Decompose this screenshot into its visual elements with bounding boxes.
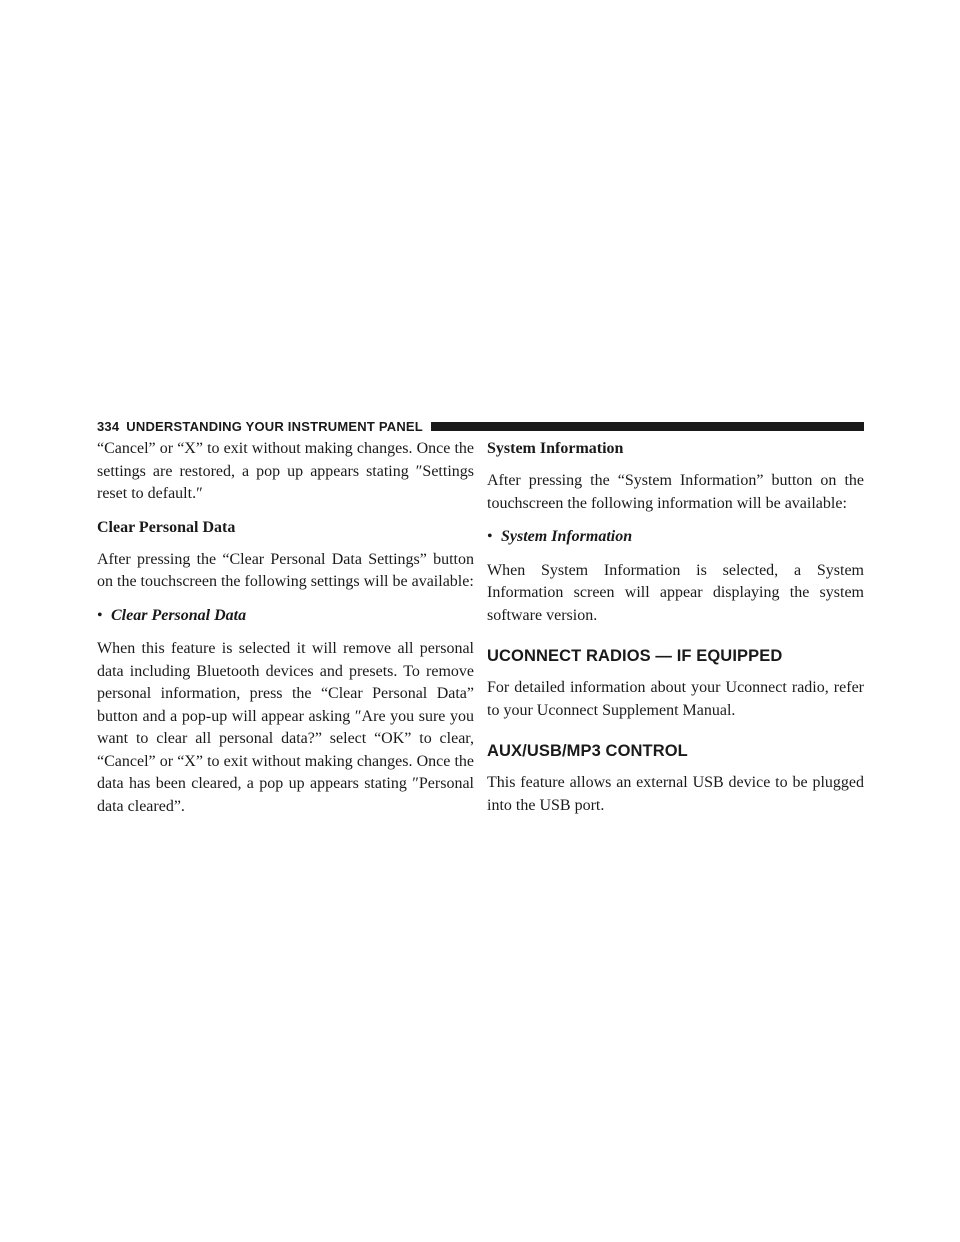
header-rule (431, 422, 864, 431)
uconnect-radios-heading: UCONNECT RADIOS — IF EQUIPPED (487, 647, 783, 665)
bullet-mark: • (97, 606, 103, 624)
bullet-text: Clear Personal Data (111, 606, 247, 624)
section-title: UNDERSTANDING YOUR INSTRUMENT PANEL (126, 418, 423, 434)
left-column (97, 438, 474, 829)
aux-usb-mp3-paragraph: This feature allows an external USB device to be plugged into the USB port. (487, 774, 864, 814)
system-information-heading: System Information (487, 440, 624, 457)
system-information-bullet (487, 526, 864, 549)
system-information-paragraph: After pressing the “System Information” button on the touchscreen the following information will be available: (487, 472, 864, 512)
bullet-mark: • (487, 528, 493, 545)
clear-personal-data-heading: Clear Personal Data (97, 518, 236, 536)
aux-usb-mp3-heading: AUX/USB/MP3 CONTROL (487, 742, 688, 760)
system-information-description: When System Information is selected, a System Information screen will appear displaying the system software version. (487, 561, 864, 624)
uconnect-radios-paragraph: For detailed information about your Uconnect radio, refer to your Uconnect Supplement Manual. (487, 679, 864, 719)
page-number: 334 (97, 418, 120, 434)
intro-paragraph: “Cancel” or “X” to exit without making changes. Once the settings are restored, a pop up appears stating ″Settings reset to default.″ (97, 440, 474, 502)
clear-personal-data-bullet (97, 605, 474, 628)
bullet-text: System Information (501, 528, 633, 545)
clear-personal-data-description: When this feature is selected it will remove all personal data including Bluetooth devices and presets. To remove personal information, press the “Clear Personal Data” button and a pop-up will appear asking ″Are you sure you want to clear all personal data?” select “OK” to clear, “Cancel” or “X” to exit without making changes. Once the data has been cleared, a pop up appears stating ″Personal data cleared”. (97, 640, 474, 815)
page-header (97, 417, 864, 435)
clear-personal-data-paragraph: After pressing the “Clear Personal Data Settings” button on the touchscreen the following settings will be available: (97, 550, 474, 590)
right-column (487, 438, 864, 828)
